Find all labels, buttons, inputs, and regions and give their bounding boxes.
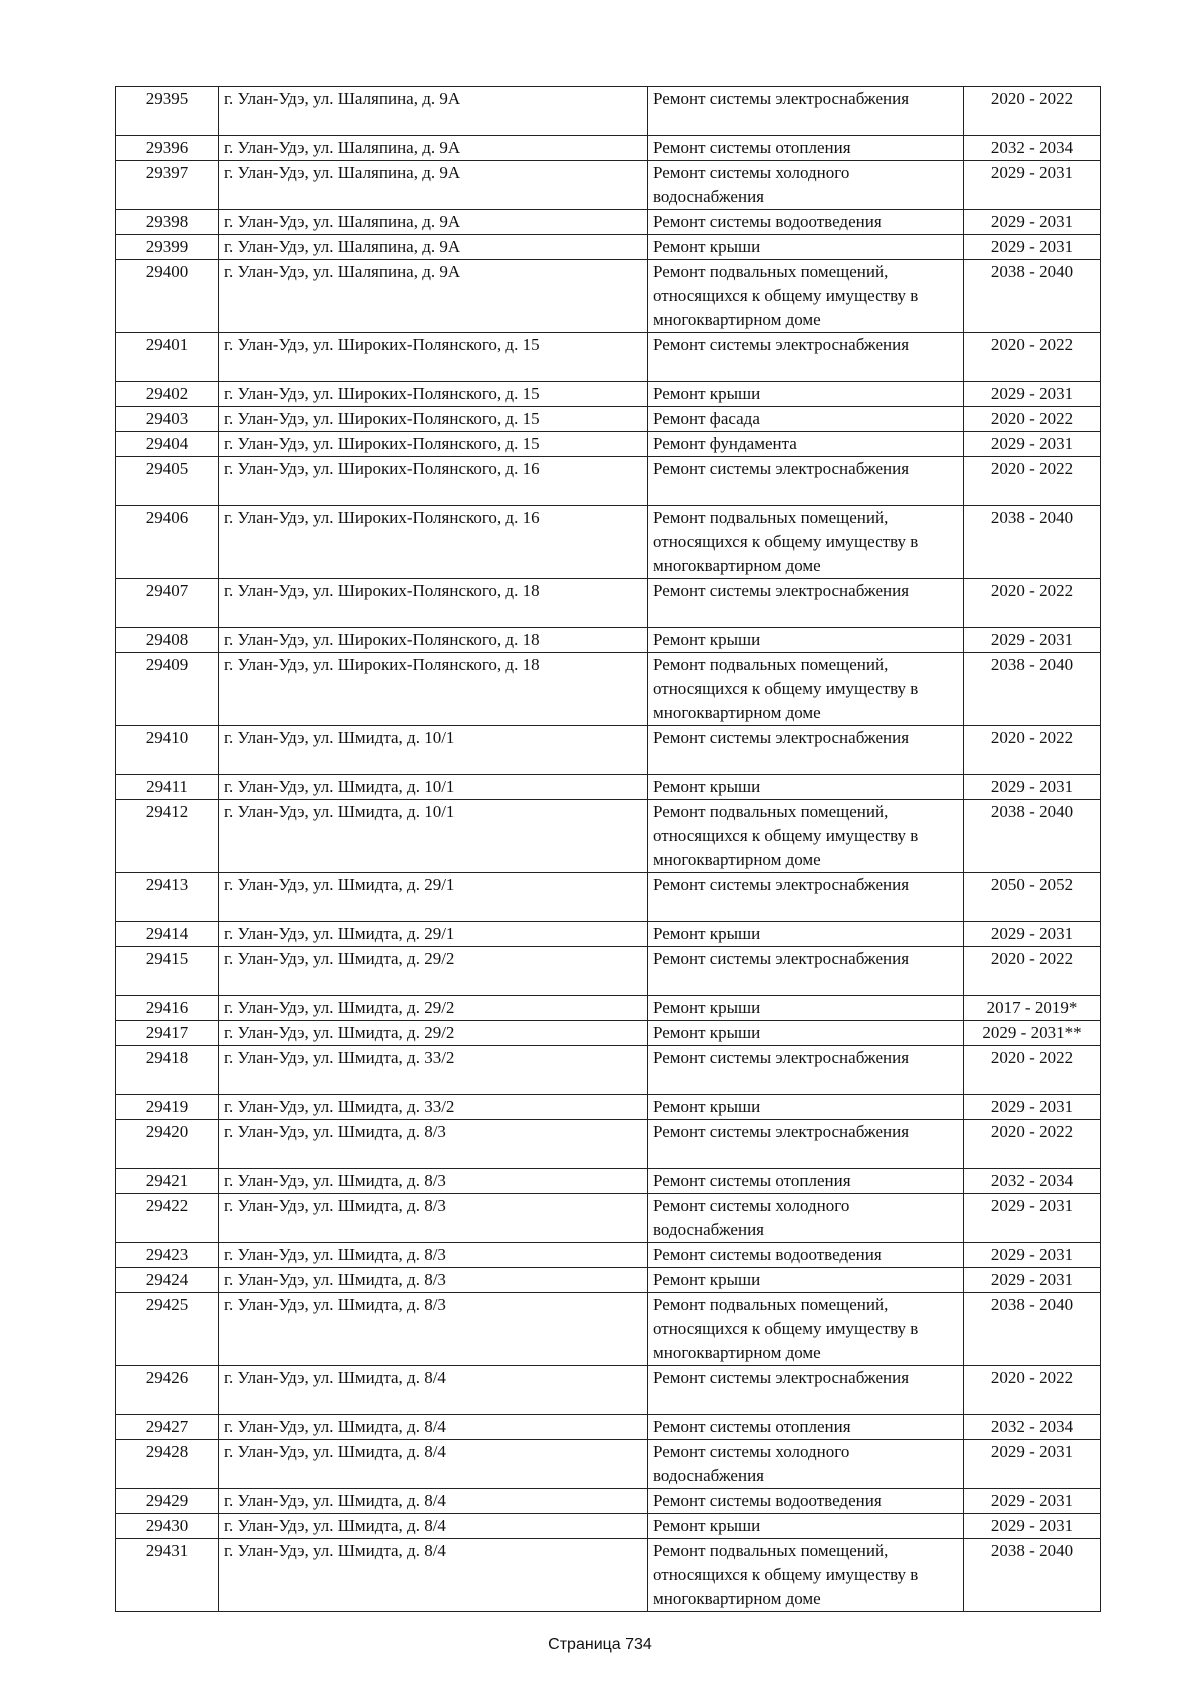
row-number-cell: 29398 xyxy=(116,210,219,235)
work-type-cell: Ремонт системы отопления xyxy=(648,1169,964,1194)
row-number-cell: 29413 xyxy=(116,873,219,922)
address-cell: г. Улан-Удэ, ул. Шаляпина, д. 9А xyxy=(219,161,648,210)
work-type-cell: Ремонт крыши xyxy=(648,235,964,260)
table-row xyxy=(116,382,1101,407)
work-type-cell: Ремонт подвальных помещений, относящихся к общему имуществу в многоквартирном доме xyxy=(648,653,964,726)
row-number-cell: 29414 xyxy=(116,922,219,947)
table-row xyxy=(116,1021,1101,1046)
table-row xyxy=(116,260,1101,333)
period-cell: 2020 - 2022 xyxy=(964,457,1101,506)
table-row xyxy=(116,1293,1101,1366)
address-cell: г. Улан-Удэ, ул. Широких-Полянского, д. 15 xyxy=(219,382,648,407)
table-row xyxy=(116,161,1101,210)
address-cell: г. Улан-Удэ, ул. Широких-Полянского, д. 18 xyxy=(219,653,648,726)
address-cell: г. Улан-Удэ, ул. Шмидта, д. 8/3 xyxy=(219,1120,648,1169)
row-number-cell: 29405 xyxy=(116,457,219,506)
period-cell: 2038 - 2040 xyxy=(964,260,1101,333)
period-cell: 2029 - 2031 xyxy=(964,1095,1101,1120)
address-cell: г. Улан-Удэ, ул. Шмидта, д. 8/3 xyxy=(219,1268,648,1293)
row-number-cell: 29415 xyxy=(116,947,219,996)
row-number-cell: 29417 xyxy=(116,1021,219,1046)
table-row xyxy=(116,506,1101,579)
period-cell: 2029 - 2031 xyxy=(964,382,1101,407)
address-cell: г. Улан-Удэ, ул. Шмидта, д. 8/4 xyxy=(219,1489,648,1514)
work-type-cell: Ремонт системы электроснабжения xyxy=(648,873,964,922)
address-cell: г. Улан-Удэ, ул. Широких-Полянского, д. 15 xyxy=(219,432,648,457)
period-cell: 2032 - 2034 xyxy=(964,136,1101,161)
address-cell: г. Улан-Удэ, ул. Шмидта, д. 29/1 xyxy=(219,922,648,947)
row-number-cell: 29431 xyxy=(116,1539,219,1612)
table-row xyxy=(116,87,1101,136)
work-type-cell: Ремонт системы водоотведения xyxy=(648,1243,964,1268)
work-type-cell: Ремонт системы электроснабжения xyxy=(648,947,964,996)
work-type-cell: Ремонт системы отопления xyxy=(648,136,964,161)
work-type-cell: Ремонт крыши xyxy=(648,382,964,407)
table-row xyxy=(116,996,1101,1021)
table-row xyxy=(116,873,1101,922)
table-row xyxy=(116,457,1101,506)
address-cell: г. Улан-Удэ, ул. Широких-Полянского, д. 15 xyxy=(219,407,648,432)
table-row xyxy=(116,1268,1101,1293)
address-cell: г. Улан-Удэ, ул. Шмидта, д. 29/2 xyxy=(219,996,648,1021)
work-type-cell: Ремонт крыши xyxy=(648,775,964,800)
period-cell: 2029 - 2031 xyxy=(964,1514,1101,1539)
period-cell: 2020 - 2022 xyxy=(964,87,1101,136)
table-row xyxy=(116,1194,1101,1243)
row-number-cell: 29411 xyxy=(116,775,219,800)
address-cell: г. Улан-Удэ, ул. Шмидта, д. 10/1 xyxy=(219,800,648,873)
table-row xyxy=(116,1440,1101,1489)
row-number-cell: 29420 xyxy=(116,1120,219,1169)
table-row xyxy=(116,235,1101,260)
row-number-cell: 29412 xyxy=(116,800,219,873)
table-row xyxy=(116,1095,1101,1120)
work-type-cell: Ремонт системы электроснабжения xyxy=(648,457,964,506)
period-cell: 2029 - 2031 xyxy=(964,922,1101,947)
table-row xyxy=(116,579,1101,628)
address-cell: г. Улан-Удэ, ул. Шмидта, д. 8/4 xyxy=(219,1366,648,1415)
work-type-cell: Ремонт системы электроснабжения xyxy=(648,87,964,136)
address-cell: г. Улан-Удэ, ул. Шаляпина, д. 9А xyxy=(219,210,648,235)
address-cell: г. Улан-Удэ, ул. Шмидта, д. 10/1 xyxy=(219,726,648,775)
address-cell: г. Улан-Удэ, ул. Шмидта, д. 8/4 xyxy=(219,1514,648,1539)
table-row xyxy=(116,136,1101,161)
work-type-cell: Ремонт подвальных помещений, относящихся к общему имуществу в многоквартирном доме xyxy=(648,506,964,579)
work-type-cell: Ремонт крыши xyxy=(648,628,964,653)
row-number-cell: 29410 xyxy=(116,726,219,775)
period-cell: 2038 - 2040 xyxy=(964,1293,1101,1366)
row-number-cell: 29404 xyxy=(116,432,219,457)
row-number-cell: 29409 xyxy=(116,653,219,726)
period-cell: 2020 - 2022 xyxy=(964,1366,1101,1415)
period-cell: 2032 - 2034 xyxy=(964,1415,1101,1440)
work-type-cell: Ремонт системы электроснабжения xyxy=(648,579,964,628)
period-cell: 2017 - 2019* xyxy=(964,996,1101,1021)
work-type-cell: Ремонт системы отопления xyxy=(648,1415,964,1440)
table-row xyxy=(116,1046,1101,1095)
address-cell: г. Улан-Удэ, ул. Широких-Полянского, д. 16 xyxy=(219,506,648,579)
work-type-cell: Ремонт фундамента xyxy=(648,432,964,457)
table-row xyxy=(116,1120,1101,1169)
row-number-cell: 29421 xyxy=(116,1169,219,1194)
work-type-cell: Ремонт системы электроснабжения xyxy=(648,1366,964,1415)
table-row xyxy=(116,800,1101,873)
period-cell: 2029 - 2031 xyxy=(964,775,1101,800)
work-type-cell: Ремонт системы электроснабжения xyxy=(648,1046,964,1095)
address-cell: г. Улан-Удэ, ул. Шмидта, д. 29/1 xyxy=(219,873,648,922)
row-number-cell: 29427 xyxy=(116,1415,219,1440)
row-number-cell: 29425 xyxy=(116,1293,219,1366)
address-cell: г. Улан-Удэ, ул. Широких-Полянского, д. 18 xyxy=(219,579,648,628)
row-number-cell: 29399 xyxy=(116,235,219,260)
work-type-cell: Ремонт крыши xyxy=(648,1514,964,1539)
row-number-cell: 29403 xyxy=(116,407,219,432)
period-cell: 2020 - 2022 xyxy=(964,407,1101,432)
table-row xyxy=(116,922,1101,947)
table-row xyxy=(116,1514,1101,1539)
row-number-cell: 29423 xyxy=(116,1243,219,1268)
period-cell: 2032 - 2034 xyxy=(964,1169,1101,1194)
address-cell: г. Улан-Удэ, ул. Шмидта, д. 8/4 xyxy=(219,1440,648,1489)
row-number-cell: 29419 xyxy=(116,1095,219,1120)
table-row xyxy=(116,210,1101,235)
row-number-cell: 29397 xyxy=(116,161,219,210)
period-cell: 2029 - 2031 xyxy=(964,1440,1101,1489)
period-cell: 2029 - 2031 xyxy=(964,628,1101,653)
table-row xyxy=(116,1539,1101,1612)
work-type-cell: Ремонт системы электроснабжения xyxy=(648,726,964,775)
row-number-cell: 29429 xyxy=(116,1489,219,1514)
work-type-cell: Ремонт подвальных помещений, относящихся к общему имуществу в многоквартирном доме xyxy=(648,260,964,333)
work-type-cell: Ремонт системы электроснабжения xyxy=(648,1120,964,1169)
address-cell: г. Улан-Удэ, ул. Шмидта, д. 8/4 xyxy=(219,1539,648,1612)
address-cell: г. Улан-Удэ, ул. Шмидта, д. 8/3 xyxy=(219,1243,648,1268)
address-cell: г. Улан-Удэ, ул. Шаляпина, д. 9А xyxy=(219,260,648,333)
period-cell: 2038 - 2040 xyxy=(964,506,1101,579)
work-type-cell: Ремонт системы водоотведения xyxy=(648,1489,964,1514)
period-cell: 2020 - 2022 xyxy=(964,579,1101,628)
address-cell: г. Улан-Удэ, ул. Широких-Полянского, д. 18 xyxy=(219,628,648,653)
period-cell: 2029 - 2031** xyxy=(964,1021,1101,1046)
row-number-cell: 29416 xyxy=(116,996,219,1021)
period-cell: 2029 - 2031 xyxy=(964,161,1101,210)
period-cell: 2029 - 2031 xyxy=(964,1489,1101,1514)
address-cell: г. Улан-Удэ, ул. Шмидта, д. 33/2 xyxy=(219,1046,648,1095)
row-number-cell: 29408 xyxy=(116,628,219,653)
period-cell: 2020 - 2022 xyxy=(964,333,1101,382)
period-cell: 2020 - 2022 xyxy=(964,1120,1101,1169)
address-cell: г. Улан-Удэ, ул. Широких-Полянского, д. 16 xyxy=(219,457,648,506)
table-row xyxy=(116,775,1101,800)
period-cell: 2020 - 2022 xyxy=(964,947,1101,996)
work-type-cell: Ремонт крыши xyxy=(648,1268,964,1293)
work-type-cell: Ремонт подвальных помещений, относящихся к общему имуществу в многоквартирном доме xyxy=(648,1539,964,1612)
period-cell: 2038 - 2040 xyxy=(964,653,1101,726)
address-cell: г. Улан-Удэ, ул. Шмидта, д. 8/4 xyxy=(219,1415,648,1440)
row-number-cell: 29424 xyxy=(116,1268,219,1293)
work-type-cell: Ремонт крыши xyxy=(648,996,964,1021)
row-number-cell: 29428 xyxy=(116,1440,219,1489)
repair-plan-table xyxy=(115,86,1101,1612)
address-cell: г. Улан-Удэ, ул. Шмидта, д. 29/2 xyxy=(219,1021,648,1046)
row-number-cell: 29402 xyxy=(116,382,219,407)
address-cell: г. Улан-Удэ, ул. Шаляпина, д. 9А xyxy=(219,235,648,260)
row-number-cell: 29426 xyxy=(116,1366,219,1415)
period-cell: 2029 - 2031 xyxy=(964,1243,1101,1268)
period-cell: 2050 - 2052 xyxy=(964,873,1101,922)
work-type-cell: Ремонт системы водоотведения xyxy=(648,210,964,235)
row-number-cell: 29407 xyxy=(116,579,219,628)
period-cell: 2038 - 2040 xyxy=(964,1539,1101,1612)
table-row xyxy=(116,1243,1101,1268)
table-body xyxy=(116,87,1101,1612)
table-row xyxy=(116,726,1101,775)
row-number-cell: 29400 xyxy=(116,260,219,333)
row-number-cell: 29396 xyxy=(116,136,219,161)
period-cell: 2029 - 2031 xyxy=(964,210,1101,235)
row-number-cell: 29418 xyxy=(116,1046,219,1095)
table-row xyxy=(116,653,1101,726)
period-cell: 2029 - 2031 xyxy=(964,1268,1101,1293)
work-type-cell: Ремонт крыши xyxy=(648,1095,964,1120)
work-type-cell: Ремонт подвальных помещений, относящихся к общему имуществу в многоквартирном доме xyxy=(648,800,964,873)
work-type-cell: Ремонт крыши xyxy=(648,1021,964,1046)
work-type-cell: Ремонт крыши xyxy=(648,922,964,947)
work-type-cell: Ремонт подвальных помещений, относящихся к общему имуществу в многоквартирном доме xyxy=(648,1293,964,1366)
address-cell: г. Улан-Удэ, ул. Шаляпина, д. 9А xyxy=(219,87,648,136)
address-cell: г. Улан-Удэ, ул. Широких-Полянского, д. 15 xyxy=(219,333,648,382)
row-number-cell: 29406 xyxy=(116,506,219,579)
period-cell: 2029 - 2031 xyxy=(964,1194,1101,1243)
table-row xyxy=(116,333,1101,382)
row-number-cell: 29422 xyxy=(116,1194,219,1243)
row-number-cell: 29395 xyxy=(116,87,219,136)
address-cell: г. Улан-Удэ, ул. Шаляпина, д. 9А xyxy=(219,136,648,161)
period-cell: 2020 - 2022 xyxy=(964,726,1101,775)
work-type-cell: Ремонт системы холодного водоснабжения xyxy=(648,161,964,210)
row-number-cell: 29401 xyxy=(116,333,219,382)
table-row xyxy=(116,628,1101,653)
work-type-cell: Ремонт системы холодного водоснабжения xyxy=(648,1440,964,1489)
address-cell: г. Улан-Удэ, ул. Шмидта, д. 29/2 xyxy=(219,947,648,996)
table-row xyxy=(116,947,1101,996)
work-type-cell: Ремонт фасада xyxy=(648,407,964,432)
work-type-cell: Ремонт системы электроснабжения xyxy=(648,333,964,382)
table-row xyxy=(116,407,1101,432)
table-row xyxy=(116,1366,1101,1415)
page-number: Страница 734 xyxy=(548,1636,652,1653)
table-row xyxy=(116,1415,1101,1440)
period-cell: 2020 - 2022 xyxy=(964,1046,1101,1095)
work-type-cell: Ремонт системы холодного водоснабжения xyxy=(648,1194,964,1243)
address-cell: г. Улан-Удэ, ул. Шмидта, д. 8/3 xyxy=(219,1293,648,1366)
table-row xyxy=(116,1489,1101,1514)
table-row xyxy=(116,432,1101,457)
period-cell: 2029 - 2031 xyxy=(964,235,1101,260)
address-cell: г. Улан-Удэ, ул. Шмидта, д. 8/3 xyxy=(219,1169,648,1194)
row-number-cell: 29430 xyxy=(116,1514,219,1539)
period-cell: 2029 - 2031 xyxy=(964,432,1101,457)
address-cell: г. Улан-Удэ, ул. Шмидта, д. 10/1 xyxy=(219,775,648,800)
address-cell: г. Улан-Удэ, ул. Шмидта, д. 8/3 xyxy=(219,1194,648,1243)
address-cell: г. Улан-Удэ, ул. Шмидта, д. 33/2 xyxy=(219,1095,648,1120)
table-row xyxy=(116,1169,1101,1194)
period-cell: 2038 - 2040 xyxy=(964,800,1101,873)
